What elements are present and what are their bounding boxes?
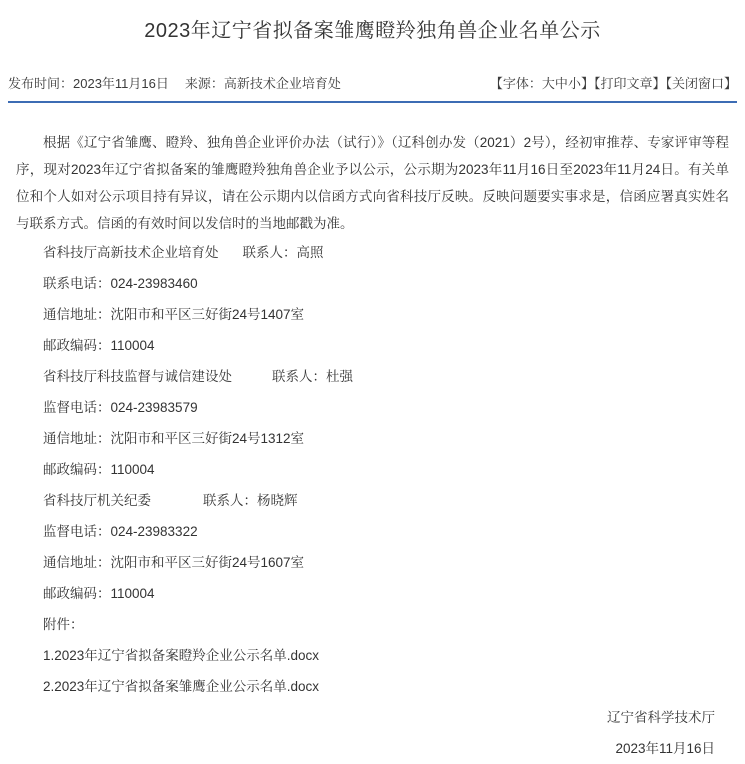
font-label-close: 】 <box>580 76 594 91</box>
attachment-link-eaglet-list[interactable]: 2.2023年辽宁省拟备案雏鹰企业公示名单.docx <box>43 679 320 694</box>
contact-header <box>16 361 729 392</box>
meta-bar <box>8 73 737 92</box>
contact-address: 通信地址：沈阳市和平区三好街24号1607室 <box>43 555 305 570</box>
intro-paragraph: 根据《辽宁省雏鹰、瞪羚、独角兽企业评价办法（试行）》（辽科创办发（2021）2号），经初审推荐、专家评审等程序，现对2023年辽宁省拟备案的雏鹰瞪羚独角兽企业予以公示，公示期为2023年11月16日至2023年11月24日。有关单位和个人如对公示项目持有异议，请在公示期内以信函方式向省科技厅反映。反映问题要实事求是，信函应署真实姓名与联系方式。信函的有效时间以发信时的当地邮戳为准。 <box>16 135 729 231</box>
contact-block-supervision-office <box>16 361 729 485</box>
source-label: 来源：高新技术企业培育处 <box>184 76 341 91</box>
font-large-button[interactable]: 大 <box>541 76 555 91</box>
contact-block-discipline-committee <box>16 485 729 609</box>
font-size-control <box>490 76 594 91</box>
contact-phone: 联系电话：024-23983460 <box>43 276 198 291</box>
contact-phone: 监督电话：024-23983579 <box>43 400 198 415</box>
font-small-button[interactable]: 小 <box>567 76 581 91</box>
attachment-link-gazelle-list[interactable]: 1.2023年辽宁省拟备案瞪羚企业公示名单.docx <box>43 648 320 663</box>
attachment-item <box>16 671 729 702</box>
article-body <box>0 129 745 764</box>
contact-block-training-office <box>16 237 729 361</box>
signature-org: 辽宁省科学技术厅 <box>607 710 715 725</box>
close-window-button[interactable]: 【关闭窗口】 <box>665 76 737 91</box>
contact-header <box>16 237 729 268</box>
print-article-button[interactable]: 【打印文章】 <box>593 76 666 91</box>
page-title: 2023年辽宁省拟备案雏鹰瞪羚独角兽企业名单公示 <box>144 20 601 42</box>
font-label-open: 【字体： <box>489 76 542 91</box>
department-name: 省科技厅机关纪委 <box>43 493 151 508</box>
contact-postcode: 邮政编码：110004 <box>43 338 155 353</box>
contact-person: 联系人：高照 <box>242 245 324 260</box>
contact-address: 通信地址：沈阳市和平区三好街24号1312室 <box>43 431 305 446</box>
contact-phone: 监督电话：024-23983322 <box>43 524 198 539</box>
contact-person: 联系人：杜强 <box>272 369 353 384</box>
article-toolbar <box>490 73 737 92</box>
meta-info <box>8 73 341 92</box>
divider-line <box>8 101 737 103</box>
contact-postcode: 邮政编码：110004 <box>43 462 155 477</box>
department-name: 省科技厅高新技术企业培育处 <box>43 245 219 260</box>
attachment-item <box>16 640 729 671</box>
contact-person: 联系人：杨晓辉 <box>203 493 298 508</box>
publish-date: 发布时间：2023年11月16日 <box>8 76 169 91</box>
font-medium-button[interactable]: 中 <box>554 76 568 91</box>
contact-header <box>16 485 729 516</box>
signature-date: 2023年11月16日 <box>615 741 715 756</box>
contact-postcode: 邮政编码：110004 <box>43 586 155 601</box>
department-name: 省科技厅科技监督与诚信建设处 <box>43 369 232 384</box>
contact-address: 通信地址：沈阳市和平区三好街24号1407室 <box>43 307 305 322</box>
attachments-label: 附件： <box>43 617 84 632</box>
